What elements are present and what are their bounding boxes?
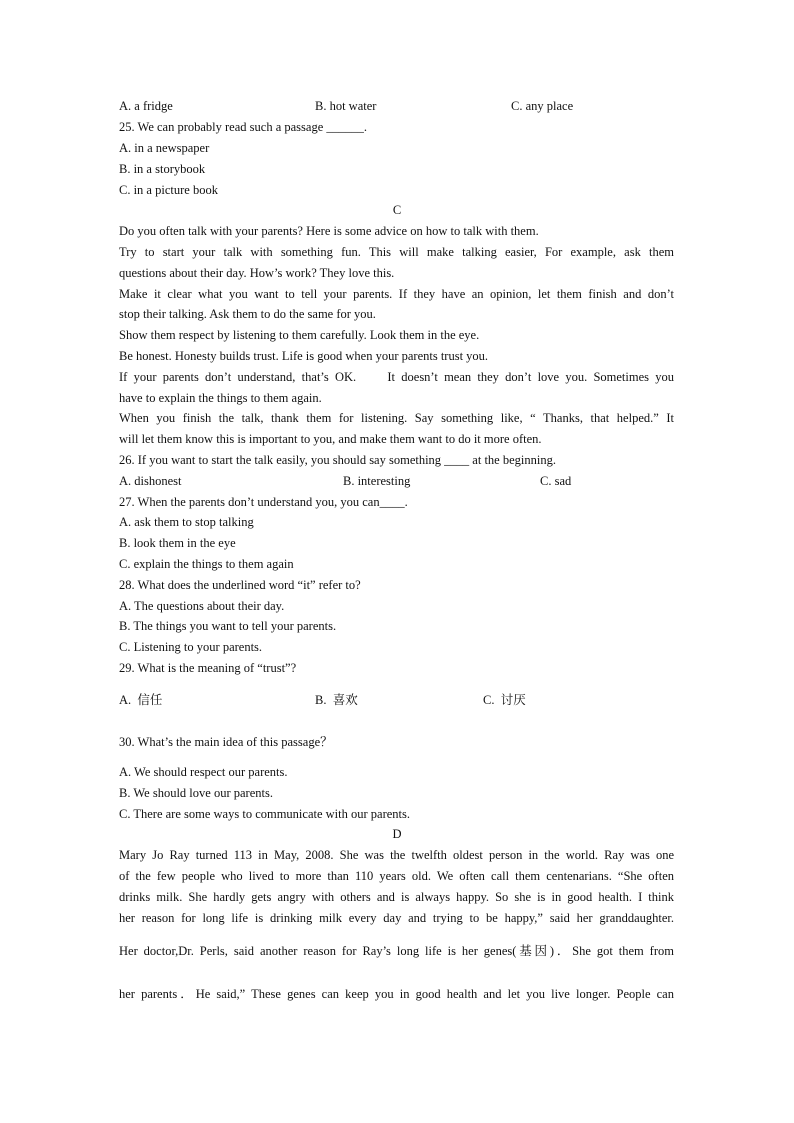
q29-option-b bbox=[315, 692, 358, 708]
q28-option-c: C. Listening to your parents. bbox=[119, 640, 263, 654]
passage-c-line: will let them know this is important to you, and make them want to do it more often. bbox=[119, 432, 542, 446]
q29-question: 29. What is the meaning of “trust”? bbox=[119, 661, 297, 675]
q25-option-a: A. in a newspaper bbox=[119, 141, 210, 155]
q29-option-c-text: 讨厌 bbox=[500, 692, 526, 707]
q26-option-c: C. sad bbox=[540, 474, 572, 488]
q30-option-a: A. We should respect our parents. bbox=[119, 765, 288, 779]
q25-option-c: C. in a picture book bbox=[119, 183, 218, 197]
passage-d-line: of the few people who lived to more than 110 years old. We often call them centenarians. “She often bbox=[119, 869, 674, 883]
passage-d-line: her reason for long life is drinking milk every day and trying to be happy,” said her granddaughter. bbox=[119, 911, 674, 925]
q28-question: 28. What does the underlined word “it” refer to? bbox=[119, 578, 361, 592]
q30-option-c: C. There are some ways to communicate with our parents. bbox=[119, 807, 411, 821]
passage-d-line: Her doctor,Dr. Perls, said another reason for Ray’s long life is her genes(基因)．She got them from bbox=[119, 944, 674, 958]
passage-c-line: Make it clear what you want to tell your parents. If they have an opinion, let them finish and don’t bbox=[119, 287, 674, 301]
passage-c-line: If your parents don’t understand, that’s OK. It doesn’t mean they don’t love you. Sometimes you bbox=[119, 370, 674, 384]
section-c-label: C bbox=[392, 203, 402, 217]
q28-option-b: B. The things you want to tell your parents. bbox=[119, 619, 337, 633]
q30-option-b: B. We should love our parents. bbox=[119, 786, 273, 800]
section-d-label: D bbox=[392, 827, 402, 841]
q27-option-a: A. ask them to stop talking bbox=[119, 515, 254, 529]
passage-c-line: stop their talking. Ask them to do the same for you. bbox=[119, 307, 376, 321]
passage-c-line: When you finish the talk, thank them for listening. Say something like, “ Thanks, that helped.” It bbox=[119, 411, 674, 425]
q27-question: 27. When the parents don’t understand you, you can____. bbox=[119, 495, 408, 509]
q29-option-a-letter: A. bbox=[119, 693, 132, 707]
q26-option-a: A. dishonest bbox=[119, 474, 182, 488]
q24-option-b: B. hot water bbox=[315, 99, 377, 113]
passage-c-line: Try to start your talk with something fun. This will make talking easier, For example, ask them bbox=[119, 245, 674, 259]
passage-d-line: Mary Jo Ray turned 113 in May, 2008. She was the twelfth oldest person in the world. Ray was one bbox=[119, 848, 674, 862]
q29-option-b-letter: B. bbox=[315, 693, 327, 707]
q29-option-a bbox=[119, 692, 162, 708]
q28-option-a: A. The questions about their day. bbox=[119, 599, 285, 613]
q26-option-b: B. interesting bbox=[343, 474, 411, 488]
q29-option-a-text: 信任 bbox=[137, 692, 163, 707]
passage-c-line: questions about their day. How’s work? They love this. bbox=[119, 266, 395, 280]
q26-question: 26. If you want to start the talk easily, you should say something ____ at the beginning. bbox=[119, 453, 556, 467]
q29-option-b-text: 喜欢 bbox=[332, 692, 358, 707]
q30-question: 30. What’s the main idea of this passage？ bbox=[119, 735, 333, 749]
q25-option-b: B. in a storybook bbox=[119, 162, 206, 176]
passage-c-line: Be honest. Honesty builds trust. Life is good when your parents trust you. bbox=[119, 349, 489, 363]
q27-option-b: B. look them in the eye bbox=[119, 536, 236, 550]
q25-question: 25. We can probably read such a passage ______. bbox=[119, 120, 367, 134]
q24-option-a: A. a fridge bbox=[119, 99, 173, 113]
q24-option-c: C. any place bbox=[511, 99, 574, 113]
passage-d-line: drinks milk. She hardly gets angry with others and is always happy. So she is in good health. I think bbox=[119, 890, 674, 904]
passage-c-line: Do you often talk with your parents? Here is some advice on how to talk with them. bbox=[119, 224, 539, 238]
q29-option-c bbox=[483, 692, 526, 708]
passage-c-line: have to explain the things to them again. bbox=[119, 391, 322, 405]
passage-c-line: Show them respect by listening to them carefully. Look them in the eye. bbox=[119, 328, 480, 342]
q27-option-c: C. explain the things to them again bbox=[119, 557, 294, 571]
passage-d-line: her parents．He said,” These genes can keep you in good health and let you live longer. People can bbox=[119, 987, 674, 1001]
q29-option-c-letter: C. bbox=[483, 693, 495, 707]
